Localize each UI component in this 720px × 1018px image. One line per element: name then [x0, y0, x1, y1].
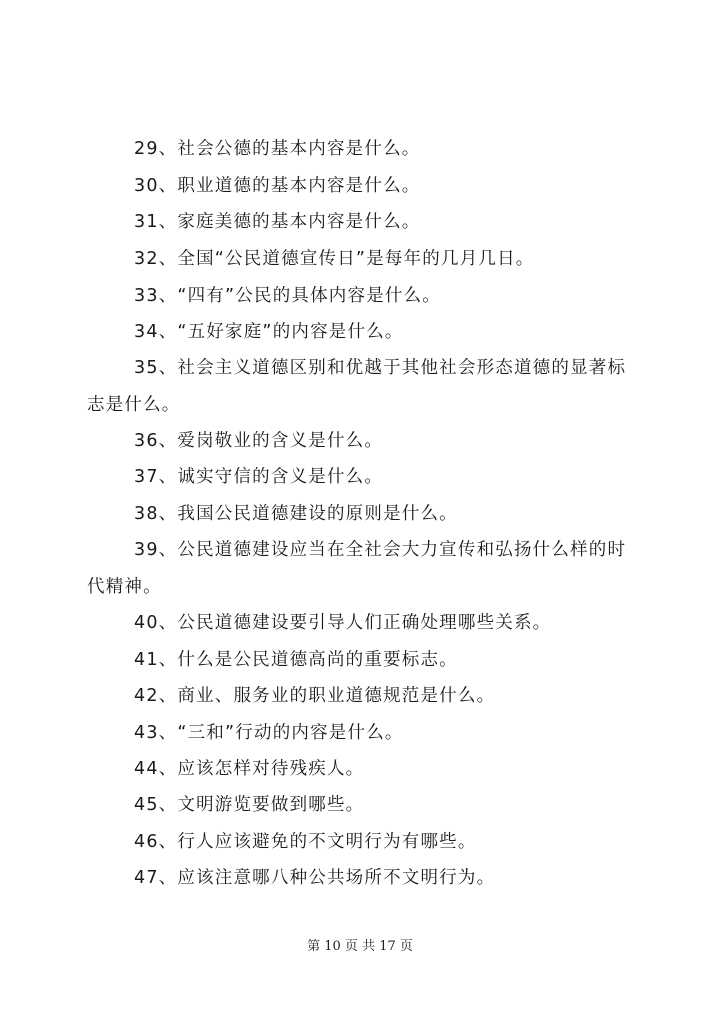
question-text-line-2: 志是什么。 [87, 395, 181, 415]
question-41 [87, 642, 642, 679]
page-number-footer: 第 10 页 共 17 页 [307, 939, 413, 954]
question-text: 41、什么是公民道德高尚的重要标志。 [134, 650, 458, 670]
question-31 [87, 204, 642, 241]
question-text: 46、行人应该避免的不文明行为有哪些。 [134, 832, 477, 852]
question-40 [87, 605, 642, 642]
question-text: 45、文明游览要做到哪些。 [134, 795, 365, 815]
question-text: 44、应该怎样对待残疾人。 [134, 759, 365, 779]
question-text-line-2: 代精神。 [87, 577, 162, 597]
question-text: 47、应该注意哪八种公共场所不文明行为。 [134, 868, 496, 888]
question-43 [87, 715, 642, 752]
question-text: 32、全国“公民道德宣传日”是每年的几月几日。 [134, 249, 535, 269]
question-35 [87, 350, 642, 424]
question-46 [87, 824, 642, 861]
question-text: 34、“五好家庭”的内容是什么。 [134, 322, 404, 342]
question-text: 38、我国公民道德建设的原则是什么。 [134, 504, 458, 524]
question-text: 43、“三和”行动的内容是什么。 [134, 723, 404, 743]
question-34 [87, 314, 642, 351]
question-42 [87, 678, 642, 715]
question-text: 40、公民道德建设要引导人们正确处理哪些关系。 [134, 613, 552, 633]
question-text: 31、家庭美德的基本内容是什么。 [134, 212, 421, 232]
question-text-line-1: 39、公民道德建设应当在全社会大力宣传和弘扬什么样的时 [134, 540, 627, 560]
question-text: 36、爱岗敬业的含义是什么。 [134, 431, 384, 451]
question-text: 33、“四有”公民的具体内容是什么。 [134, 286, 441, 306]
question-33 [87, 278, 642, 315]
question-text: 30、职业道德的基本内容是什么。 [134, 176, 421, 196]
question-text: 37、诚实守信的含义是什么。 [134, 467, 384, 487]
question-37 [87, 459, 642, 496]
question-38 [87, 496, 642, 533]
question-45 [87, 787, 642, 824]
question-29 [87, 131, 642, 168]
question-text: 42、商业、服务业的职业道德规范是什么。 [134, 686, 496, 706]
question-36 [87, 423, 642, 460]
question-47 [87, 860, 642, 897]
question-30 [87, 168, 642, 205]
question-44 [87, 751, 642, 788]
question-text-line-1: 35、社会主义道德区别和优越于其他社会形态道德的显著标 [134, 358, 627, 378]
question-39 [87, 532, 642, 606]
question-text: 29、社会公德的基本内容是什么。 [134, 139, 421, 159]
question-32 [87, 241, 642, 278]
